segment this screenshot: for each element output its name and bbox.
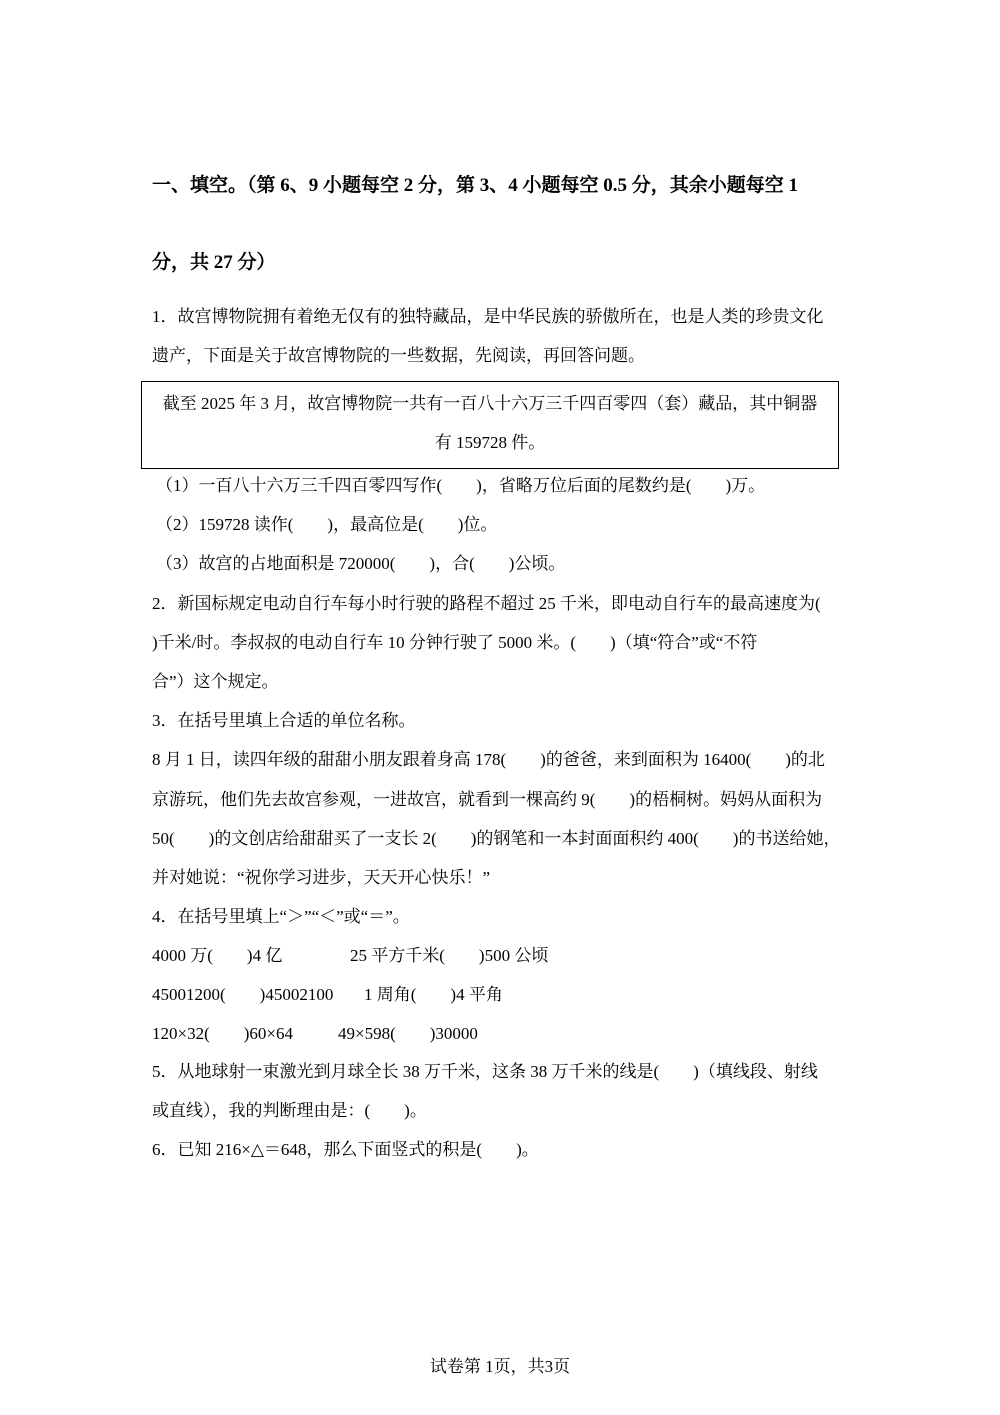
- q1-box-line-2: 有 159728 件。: [434, 433, 546, 452]
- q2-text-line-1: 2．新国标规定电动自行车每小时行驶的路程不超过 25 千米，即电动自行车的最高速度为(: [152, 594, 821, 613]
- q1-sub-question-1: （1）一百八十六万三千四百零四写作( )，省略万位后面的尾数约是( )万。: [156, 476, 766, 495]
- q4-text-line-1: 4．在括号里填上“＞”“＜”或“＝”。: [152, 907, 410, 926]
- q1-info-box: [141, 381, 839, 469]
- q5-text-line-1: 5．从地球射一束激光到月球全长 38 万千米，这条 38 万千米的线是( )（填线段、射线: [152, 1062, 818, 1081]
- q4-row-3-right: 49×598( )30000: [338, 1024, 478, 1043]
- q1-sub-question-2: （2）159728 读作( )，最高位是( )位。: [156, 515, 498, 534]
- q4-row-3-left: 120×32( )60×64: [152, 1024, 293, 1043]
- q5-text-line-2: 或直线），我的判断理由是：( )。: [152, 1101, 427, 1120]
- q3-text-line-4: 50( )的文创店给甜甜买了一支长 2( )的钢笔和一本封面面积约 400( )的书送给她，: [152, 829, 841, 848]
- q1-text-line-2: 遗产，下面是关于故宫博物院的一些数据，先阅读，再回答问题。: [152, 346, 645, 365]
- q4-row-1-left: 4000 万( )4 亿: [152, 946, 283, 965]
- page-footer: 试卷第 1页，共3页: [429, 1357, 571, 1376]
- q4-row-1-right: 25 平方千米( )500 公顷: [350, 946, 549, 965]
- q6-text-line-1: 6．已知 216×△＝648，那么下面竖式的积是( )。: [152, 1140, 539, 1159]
- q1-text-line-1: 1．故宫博物院拥有着绝无仅有的独特藏品，是中华民族的骄傲所在，也是人类的珍贵文化: [152, 307, 824, 326]
- q3-text-line-3: 京游玩，他们先去故宫参观，一进故宫，就看到一棵高约 9( )的梧桐树。妈妈从面积为: [152, 790, 823, 809]
- q4-row-2-left: 45001200( )45002100: [152, 985, 334, 1004]
- q3-text-line-5: 并对她说：“祝你学习进步，天天开心快乐！”: [152, 868, 491, 887]
- q3-text-line-2: 8 月 1 日，读四年级的甜甜小朋友跟着身高 178( )的爸爸，来到面积为 16400( )的北: [152, 750, 825, 769]
- section-title-line-1: 一、填空。（第 6、9 小题每空 2 分，第 3、4 小题每空 0.5 分，其余小题每空 1: [152, 175, 799, 196]
- q2-text-line-3: 合”）这个规定。: [152, 672, 279, 691]
- section-title-line-2: 分，共 27 分）: [152, 252, 276, 273]
- q2-text-line-2: )千米/时。李叔叔的电动自行车 10 分钟行驶了 5000 米。( )（填“符合”或“不符: [152, 633, 758, 652]
- q1-sub-question-3: （3）故宫的占地面积是 720000( )，合( )公顷。: [156, 554, 566, 573]
- q1-box-line-1: 截至 2025 年 3 月，故宫博物院一共有一百八十六万三千四百零四（套）藏品，其中铜器: [162, 394, 818, 413]
- q3-text-line-1: 3．在括号里填上合适的单位名称。: [152, 711, 416, 730]
- q4-row-2-right: 1 周角( )4 平角: [364, 985, 503, 1004]
